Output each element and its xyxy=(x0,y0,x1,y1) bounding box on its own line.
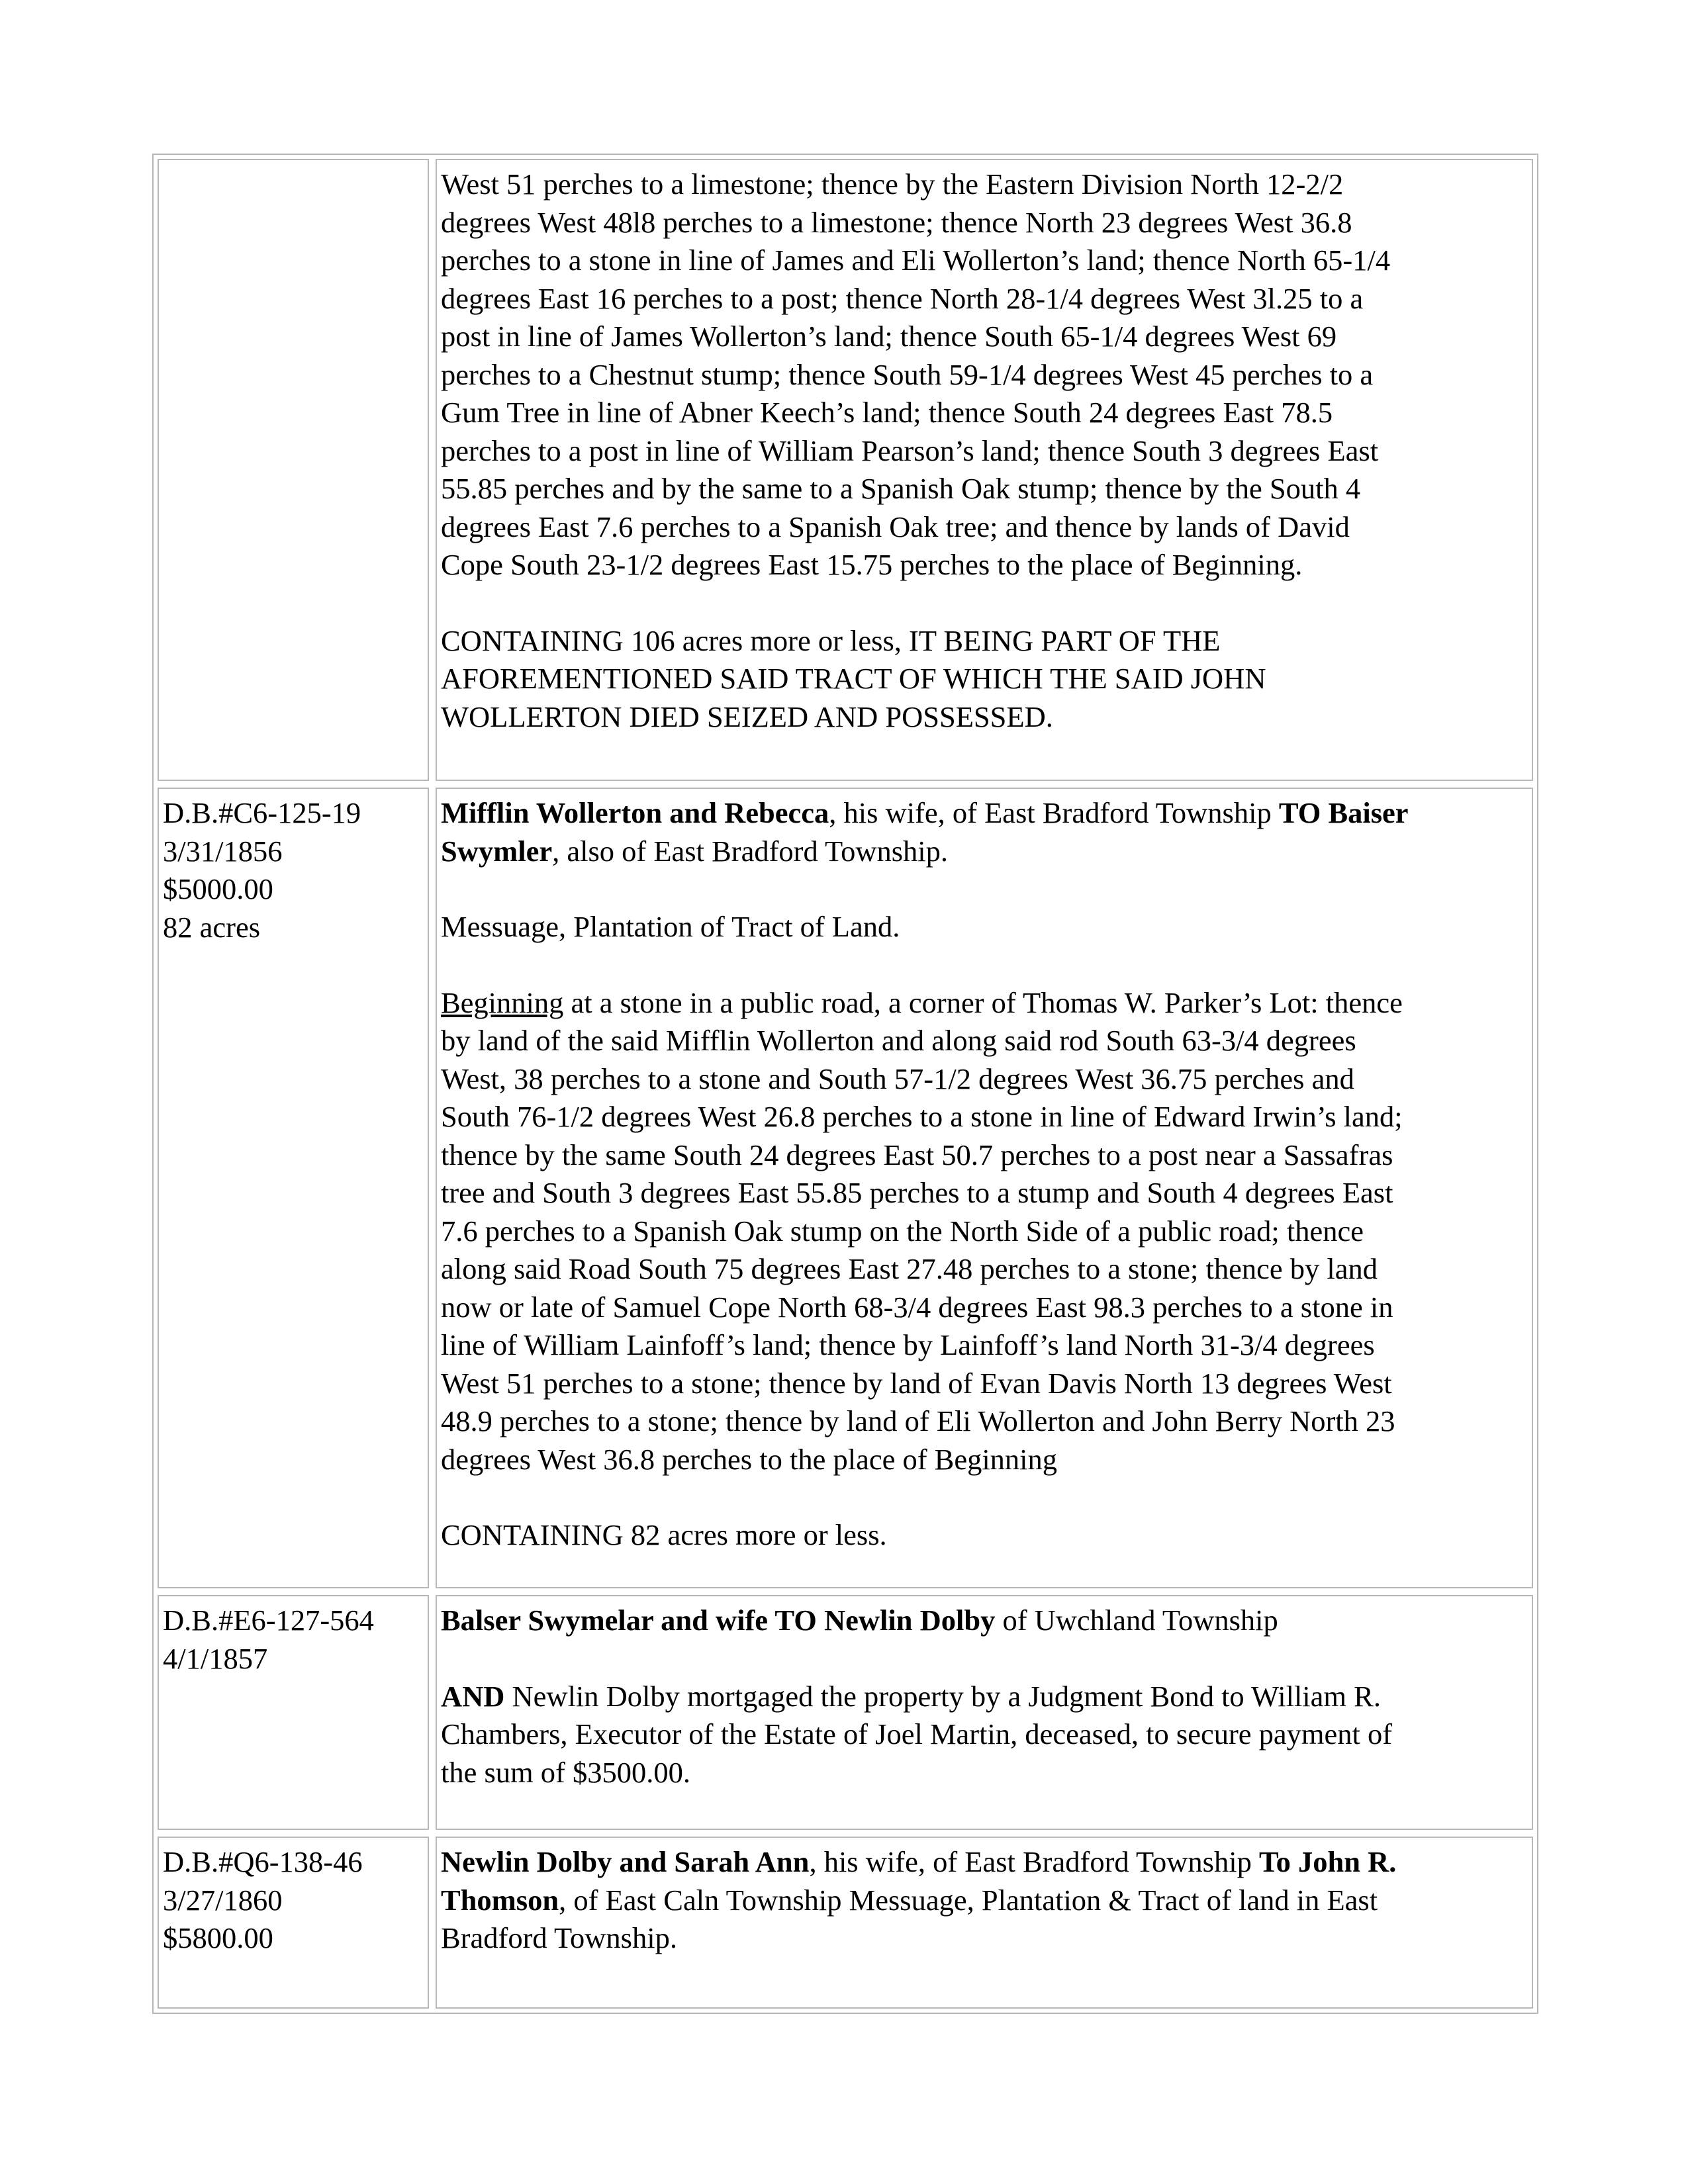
deed-paragraph xyxy=(441,1678,1526,1792)
deed-paragraph xyxy=(441,1516,1526,1555)
deed-row xyxy=(158,1595,1533,1830)
deed-paragraph xyxy=(441,984,1526,1479)
text-run: West 51 perches to a limestone; thence by the Eastern Division North 12-2/2 degrees West 48l8 perches to a limestone; thence North 23 degrees West 36.8 perches to a stone in line of James and Eli Wollerton’s land; thence North 65-1/4 degrees East 16 perches to a post; thence North 28-1/4 degrees West 3l.25 to a post in line of James Wollerton’s land; thence South 65-1/4 degrees West 69 perches to a Chestnut stump; thence South 59-1/4 degrees West 45 perches to a Gum Tree in line of Abner Keech’s land; thence South 24 degrees East 78.5 perches to a post in line of William Pearson’s land; thence South 3 degrees East 55.85 perches and by the same to a Spanish Oak stump; thence by the South 4 degrees East 7.6 perches to a Spanish Oak tree; and thence by lands of David Cope South 23-1/2 degrees East 15.75 perches to the place of Beginning. xyxy=(441,167,1391,581)
deed-row xyxy=(158,788,1533,1588)
deed-reference-line: $5000.00 xyxy=(163,872,273,905)
deed-paragraph xyxy=(441,908,1526,946)
deed-row xyxy=(158,1837,1533,2009)
text-run: Newlin Dolby mortgaged the property by a Judgment Bond to William R. Chambers, Executor of the Estate of Joel Martin, deceased, to secure payment of the sum of $3500.00. xyxy=(441,1679,1393,1789)
deed-description-cell xyxy=(436,1595,1533,1830)
text-run: CONTAINING 82 acres more or less. xyxy=(441,1518,887,1551)
deed-row xyxy=(158,159,1533,781)
deed-paragraph xyxy=(441,622,1526,737)
deed-reference-line: D.B.#C6-125-19 xyxy=(163,796,361,829)
bold-text: TO Baiser Swymler xyxy=(441,796,1409,868)
bold-text: To John R. Thomson xyxy=(441,1845,1397,1917)
deed-reference-line: 4/1/1857 xyxy=(163,1641,268,1675)
deed-description-cell xyxy=(436,159,1533,781)
deed-reference-line: 3/31/1856 xyxy=(163,834,283,868)
text-run: , his wife, of East Bradford Township xyxy=(809,1845,1259,1878)
underlined-text: Beginning xyxy=(441,985,564,1019)
deed-reference-line: D.B.#E6-127-564 xyxy=(163,1604,374,1637)
text-run: at a stone in a public road, a corner of Thomas W. Parker’s Lot: thence by land of the said Mifflin Wollerton and along said rod South 63-3/4 degrees West, 38 perches to a stone and South 57-1/2 degrees West 36.75 perches and South 76-1/2 degrees West 26.8 perches to a stone in line of Edward Irwin’s land; thence by the same South 24 degrees East 50.7 perches to a post near a Sassafras tree and South 3 degrees East 55.85 perches to a stump and South 4 degrees East 7.6 perches to a Spanish Oak stump on the North Side of a public road; thence along said Road South 75 degrees East 27.48 perches to a stone; thence by land now or late of Samuel Cope North 68-3/4 degrees East 98.3 perches to a stone in line of William Lainfoff’s land; thence by Lainfoff’s land North 31-3/4 degrees West 51 perches to a stone; thence by land of Evan Davis North 13 degrees West 48.9 perches to a stone; thence by land of Eli Wollerton and John Berry North 23 degrees West 36.8 perches to the place of Beginning xyxy=(441,985,1403,1476)
deed-reference-line: 82 acres xyxy=(163,910,261,944)
text-run: , his wife, of East Bradford Township xyxy=(829,796,1279,829)
deed-paragraph xyxy=(441,1602,1526,1640)
text-run: , also of East Bradford Township. xyxy=(552,834,949,868)
deed-reference-line: $5800.00 xyxy=(163,1921,273,1954)
deed-description-cell xyxy=(436,1837,1533,2009)
deed-description-cell xyxy=(436,788,1533,1588)
deed-paragraph xyxy=(441,1843,1526,1958)
deed-reference-cell xyxy=(158,1595,429,1830)
bold-text: Newlin Dolby and Sarah Ann xyxy=(441,1845,810,1878)
deed-table xyxy=(152,154,1538,2014)
deed-reference-line: D.B.#Q6-138-46 xyxy=(163,1845,363,1878)
text-run: of Uwchland Township xyxy=(995,1604,1278,1637)
bold-text: Mifflin Wollerton and Rebecca xyxy=(441,796,829,829)
deed-reference-line: 3/27/1860 xyxy=(163,1883,283,1917)
text-run: CONTAINING 106 acres more or less, IT BEING PART OF THE AFOREMENTIONED SAID TRACT OF WHICH THE SAID JOHN WOLLERTON DIED SEIZED AND POSSESSED. xyxy=(441,623,1266,733)
deed-paragraph xyxy=(441,794,1526,870)
bold-text: AND xyxy=(441,1679,505,1713)
deed-reference-cell xyxy=(158,1837,429,2009)
text-run: Messuage, Plantation of Tract of Land. xyxy=(441,910,900,943)
deed-paragraph xyxy=(441,165,1526,584)
text-run: , of East Caln Township Messuage, Plantation & Tract of land in East Bradford Township. xyxy=(441,1883,1378,1954)
bold-text: Balser Swymelar and wife TO Newlin Dolby xyxy=(441,1604,996,1637)
deed-reference-cell xyxy=(158,159,429,781)
deed-reference-cell xyxy=(158,788,429,1588)
